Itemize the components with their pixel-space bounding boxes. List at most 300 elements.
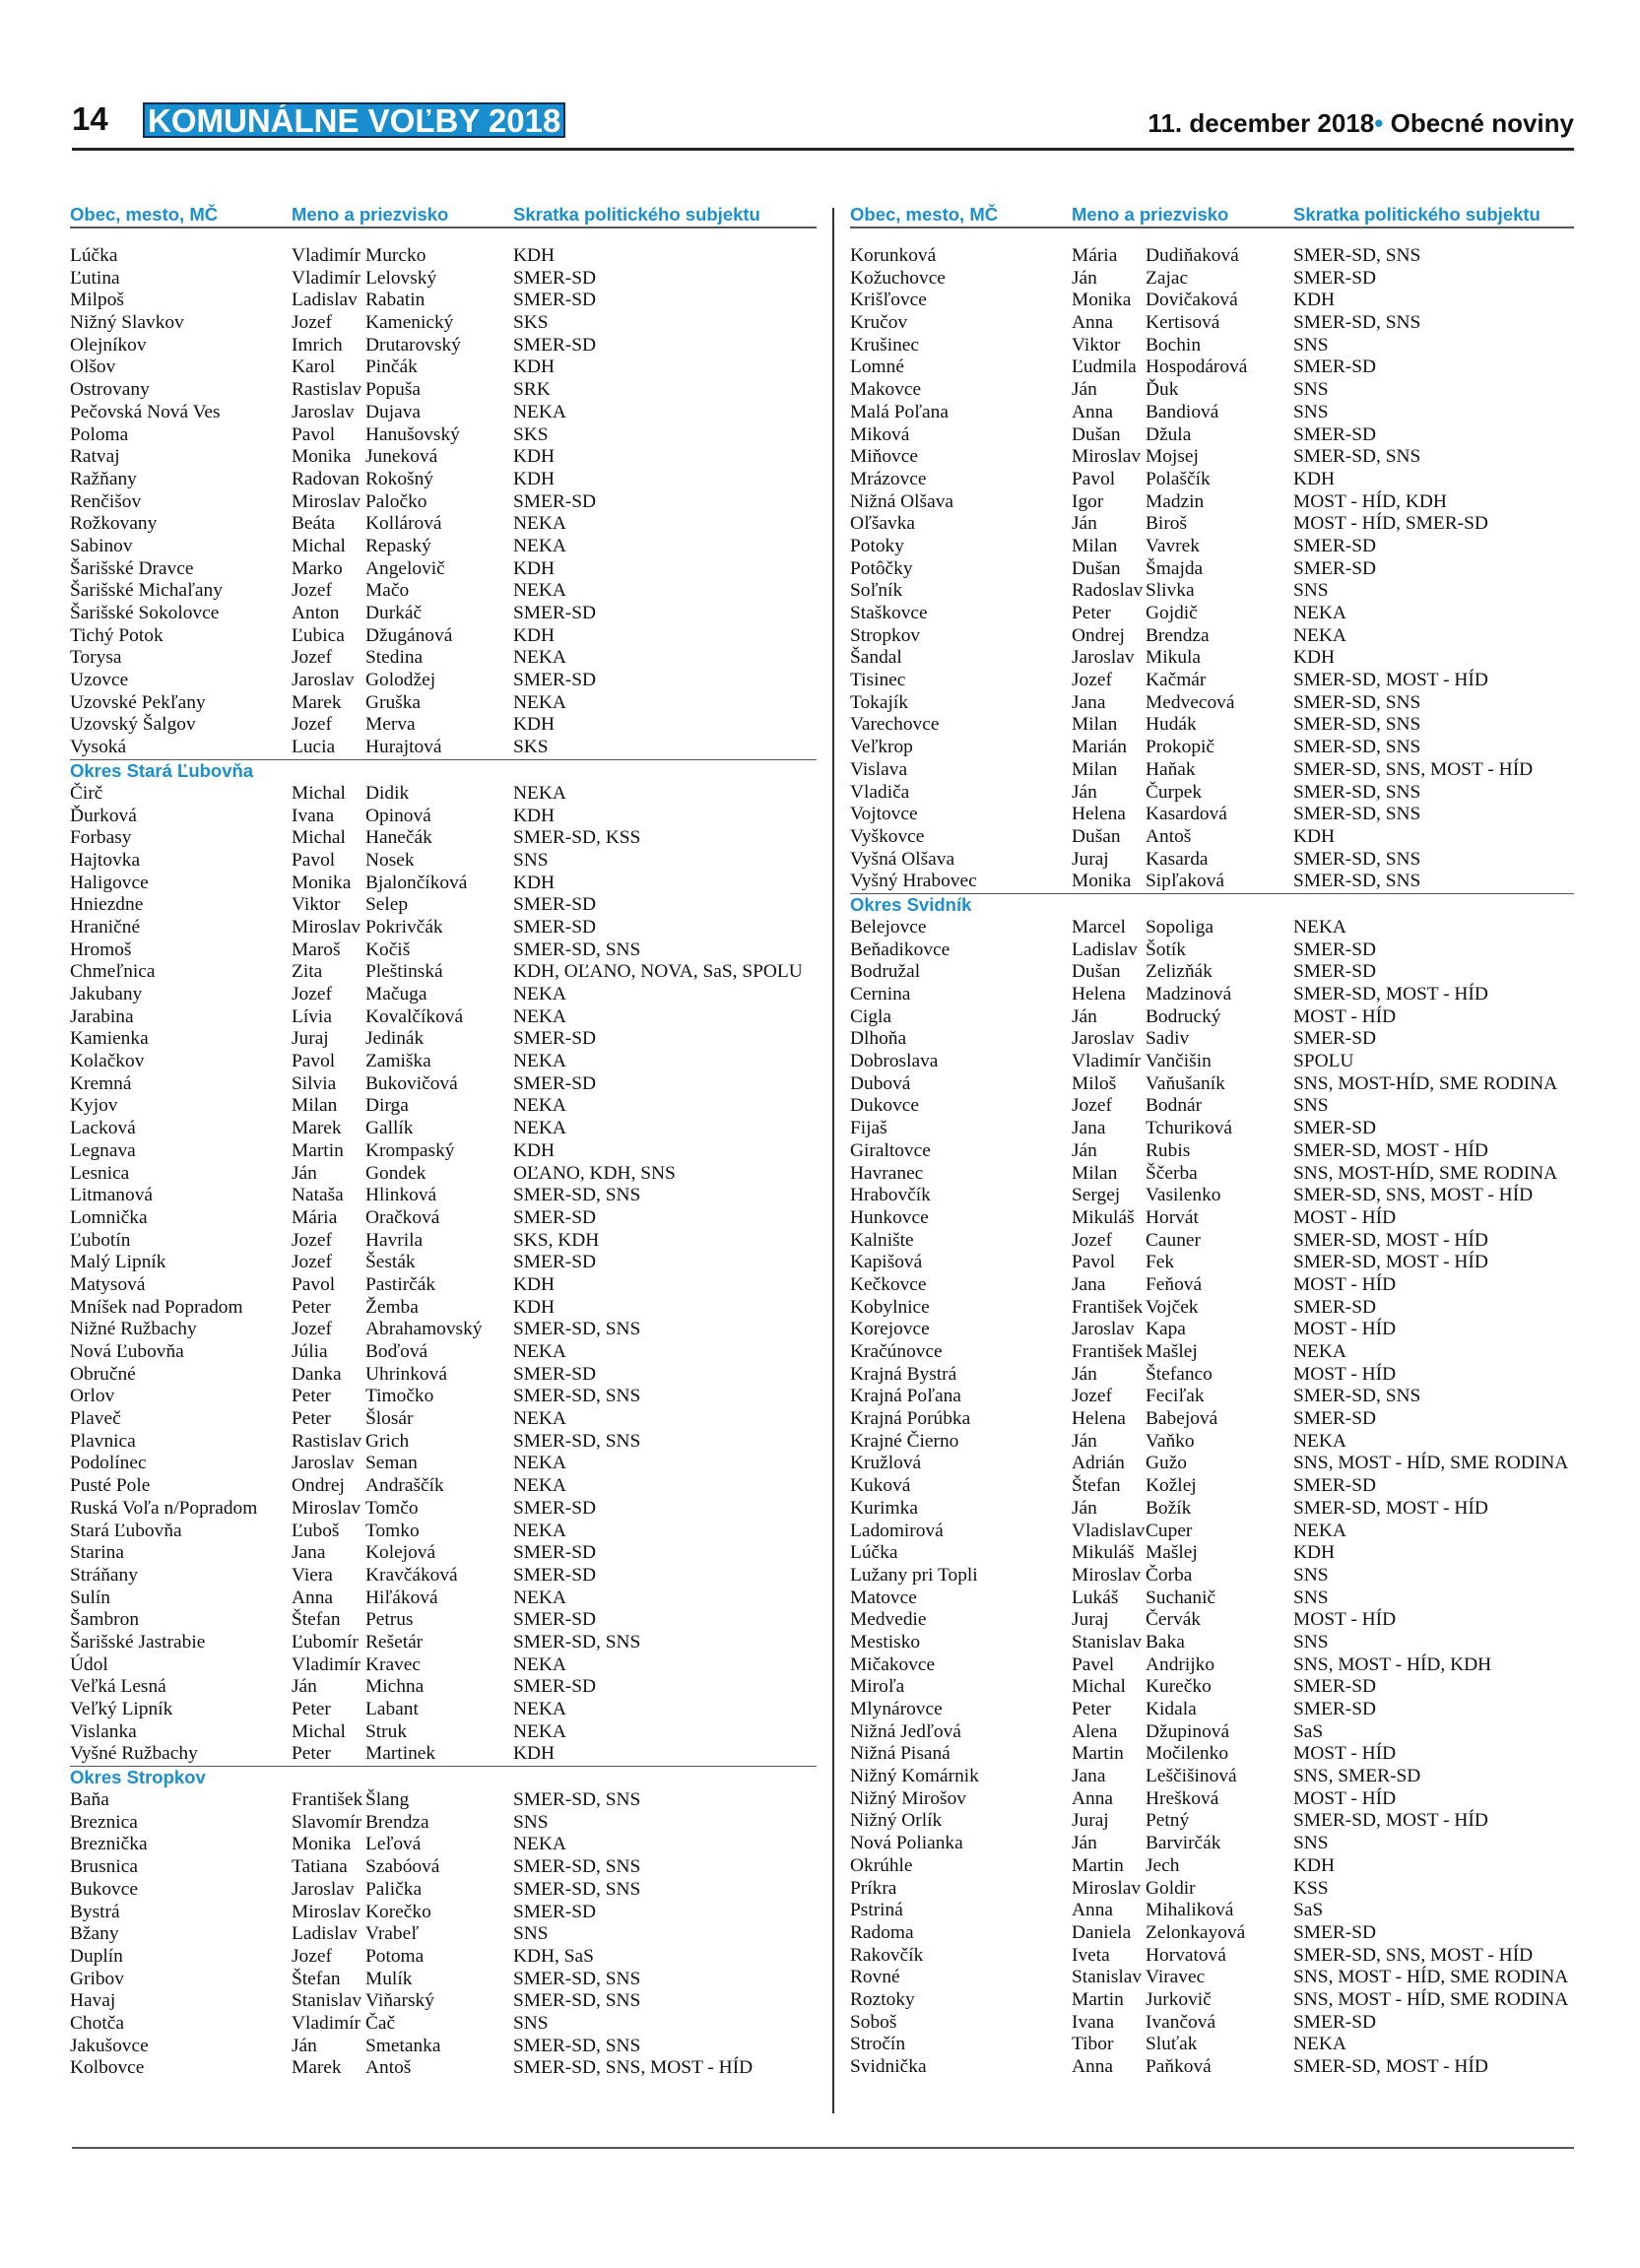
last-name-cell: Bodnár — [1146, 1095, 1203, 1117]
first-name-cell: Ján — [292, 1676, 317, 1698]
table-row — [850, 446, 1574, 469]
municipality-cell: Bukovce — [70, 1878, 138, 1900]
table-row — [70, 1542, 817, 1565]
table-row — [850, 804, 1574, 826]
table-row — [850, 1319, 1574, 1341]
first-name-cell: Vladimír — [292, 267, 361, 289]
last-name-cell: Tchuriková — [1146, 1118, 1233, 1139]
last-name-cell: Feciľak — [1146, 1386, 1205, 1407]
table-row — [850, 1453, 1574, 1475]
municipality-cell: Olšov — [70, 356, 116, 378]
table-row — [850, 1588, 1574, 1610]
first-name-cell: Ladislav — [292, 290, 358, 311]
first-name-cell: Peter — [292, 1386, 331, 1407]
municipality-cell: Medvedie — [850, 1609, 927, 1631]
party-cell: SNS — [513, 1811, 549, 1833]
last-name-cell: Vasilenko — [1146, 1185, 1221, 1206]
table-row — [70, 961, 817, 984]
last-name-cell: Vojček — [1146, 1296, 1199, 1318]
table-row — [850, 1386, 1574, 1408]
table-row — [850, 714, 1574, 737]
first-name-cell: Ján — [292, 2035, 317, 2056]
first-name-cell: Anna — [1072, 2056, 1114, 2077]
last-name-cell: Feňová — [1146, 1273, 1203, 1295]
table-row — [850, 2034, 1574, 2056]
municipality-cell: Forbasy — [70, 827, 132, 849]
page-header — [72, 98, 1574, 151]
municipality-cell: Plaveč — [70, 1408, 121, 1430]
municipality-cell: Kapišová — [850, 1252, 923, 1273]
municipality-cell: Nižná Olšava — [850, 490, 953, 512]
party-cell: KDH — [513, 446, 556, 468]
table-row — [850, 782, 1574, 805]
party-cell: KDH — [513, 1296, 556, 1318]
municipality-cell: Mičakovce — [850, 1653, 936, 1675]
last-name-cell: Oračková — [365, 1206, 440, 1228]
municipality-cell: Milpoš — [70, 290, 124, 311]
first-name-cell: Radoslav — [1072, 580, 1144, 602]
footer-rule — [72, 2147, 1574, 2149]
municipality-cell: Stropkov — [850, 624, 921, 646]
table-row — [70, 1364, 817, 1387]
municipality-cell: Uzovce — [70, 670, 129, 691]
municipality-cell: Vyšný Hrabovec — [850, 871, 977, 892]
first-name-cell: Rastislav — [292, 1430, 362, 1452]
table-row — [850, 1252, 1574, 1274]
first-name-cell: Anna — [292, 1587, 334, 1608]
first-name-cell: Imrich — [292, 334, 343, 356]
last-name-cell: Kertisová — [1146, 312, 1220, 334]
party-cell: SMER-SD — [513, 1363, 597, 1385]
party-cell: SMER-SD — [1293, 2011, 1377, 2033]
first-name-cell: Pavel — [1072, 1653, 1115, 1675]
first-name-cell: Dušan — [1072, 557, 1121, 579]
last-name-cell: Mulík — [365, 1968, 413, 1989]
party-cell: KDH — [1293, 647, 1336, 669]
party-cell: SMER-SD, SNS — [513, 2035, 641, 2056]
last-name-cell: Dudiňaková — [1146, 245, 1239, 266]
table-row — [70, 1812, 817, 1835]
table-row — [70, 670, 817, 692]
first-name-cell: Helena — [1072, 804, 1126, 825]
table-row — [850, 1788, 1574, 1811]
municipality-cell: Krušinec — [850, 334, 919, 356]
first-name-cell: Ľubomír — [292, 1631, 359, 1652]
last-name-cell: Potoma — [365, 1945, 425, 1967]
first-name-cell: Ján — [1072, 1363, 1097, 1385]
municipality-cell: Lesnica — [70, 1162, 130, 1184]
municipality-cell: Ruská Voľa n/Popradom — [70, 1497, 258, 1519]
party-cell: SPOLU — [1293, 1051, 1354, 1072]
first-name-cell: Radovan — [292, 468, 360, 489]
last-name-cell: Kravčáková — [365, 1564, 458, 1586]
party-cell: SMER-SD — [513, 1072, 597, 1094]
table-row — [70, 1743, 817, 1766]
last-name-cell: Vaňko — [1146, 1430, 1195, 1452]
municipality-cell: Šandal — [850, 647, 902, 669]
municipality-cell: Dubová — [850, 1072, 911, 1094]
first-name-cell: Maroš — [292, 939, 341, 960]
municipality-cell: Korunková — [850, 245, 937, 266]
party-cell: NEKA — [1293, 1430, 1346, 1452]
first-name-cell: Anton — [292, 603, 340, 623]
last-name-cell: Tomko — [365, 1520, 420, 1541]
party-cell: KSS — [1293, 1877, 1329, 1899]
party-cell: SMER-SD — [513, 1497, 597, 1519]
party-cell: NEKA — [513, 691, 566, 713]
table-row — [70, 1676, 817, 1699]
party-cell: SMER-SD, SNS — [513, 1990, 641, 2012]
first-name-cell: Jozef — [292, 984, 332, 1004]
party-cell: KDH — [513, 805, 556, 826]
first-name-cell: Stanislav — [292, 1990, 362, 2012]
last-name-cell: Kasarda — [1146, 848, 1209, 870]
table-row — [70, 1185, 817, 1207]
first-name-cell: Jaroslav — [1072, 1319, 1135, 1340]
last-name-cell: Džupinová — [1146, 1720, 1230, 1742]
table-row — [850, 1051, 1574, 1073]
table-row — [850, 1989, 1574, 2012]
table-row — [850, 1341, 1574, 1364]
first-name-cell: Ladislav — [292, 1923, 358, 1945]
party-cell: NEKA — [513, 513, 566, 535]
last-name-cell: Vrabeľ — [365, 1923, 420, 1945]
party-cell: NEKA — [513, 1408, 566, 1430]
municipality-cell: Ľubotín — [70, 1229, 131, 1251]
party-cell: SMER-SD — [1293, 356, 1377, 378]
party-cell: SMER-SD — [1293, 1408, 1377, 1430]
party-cell: KDH, OĽANO, NOVA, SaS, SPOLU — [513, 961, 803, 983]
first-name-cell: Vladislav — [1072, 1520, 1146, 1541]
municipality-cell: Olejníkov — [70, 334, 147, 356]
last-name-cell: Gruška — [365, 691, 422, 713]
party-cell: KDH — [513, 1139, 556, 1161]
municipality-cell: Ostrovany — [70, 379, 150, 401]
last-name-cell: Džula — [1146, 423, 1192, 445]
municipality-cell: Belejovce — [850, 916, 927, 938]
party-cell: SMER-SD, SNS — [1293, 691, 1421, 713]
municipality-cell: Nižný Mirošov — [850, 1787, 966, 1809]
municipality-cell: Stará Ľubovňa — [70, 1520, 182, 1541]
party-cell: NEKA — [513, 1834, 566, 1855]
municipality-cell: Malý Lipník — [70, 1252, 166, 1273]
last-name-cell: Medvecová — [1146, 691, 1235, 713]
municipality-cell: Makovce — [850, 379, 922, 401]
last-name-cell: Biroš — [1146, 513, 1188, 535]
municipality-cell: Tisinec — [850, 670, 906, 691]
last-name-cell: Angelovič — [365, 557, 445, 579]
first-name-cell: Juraj — [292, 1028, 329, 1050]
table-row — [850, 647, 1574, 670]
party-cell: SNS — [1293, 379, 1329, 401]
last-name-cell: Golodžej — [365, 670, 436, 691]
table-row — [850, 1654, 1574, 1677]
table-row — [850, 2012, 1574, 2035]
table-row — [850, 335, 1574, 357]
last-name-cell: Kočiš — [365, 939, 411, 960]
last-name-cell: Smetanka — [365, 2035, 441, 2056]
table-row — [70, 873, 817, 895]
right-rows — [850, 245, 1574, 2079]
municipality-cell: Veľká Lesná — [70, 1676, 166, 1698]
party-cell: SNS, MOST - HÍD, SME RODINA — [1293, 1967, 1569, 1988]
municipality-cell: Podolínec — [70, 1453, 147, 1474]
last-name-cell: Mašlej — [1146, 1341, 1198, 1362]
first-name-cell: Stanislav — [1072, 1967, 1143, 1988]
party-cell: SNS, SMER-SD — [1293, 1766, 1421, 1787]
last-name-cell: Cauner — [1146, 1229, 1201, 1251]
party-cell: NEKA — [513, 1051, 566, 1072]
first-name-cell: Ladislav — [1072, 939, 1138, 960]
last-name-cell: Bandiová — [1146, 401, 1219, 422]
table-row — [70, 1902, 817, 1924]
party-cell: SMER-SD, SNS — [1293, 737, 1421, 758]
last-name-cell: Červák — [1146, 1609, 1201, 1631]
municipality-cell: Haligovce — [70, 872, 149, 893]
table-row — [70, 513, 817, 536]
municipality-cell: Stročín — [850, 2034, 906, 2055]
municipality-cell: Kobylnice — [850, 1296, 930, 1318]
first-name-cell: Michal — [292, 782, 346, 804]
table-row — [850, 1364, 1574, 1387]
table-row — [850, 1521, 1574, 1543]
municipality-cell: Vyšná Olšava — [850, 848, 955, 870]
party-cell: SMER-SD — [1293, 557, 1377, 579]
party-cell: SKS — [513, 312, 549, 334]
table-row — [70, 827, 817, 850]
table-row — [850, 1006, 1574, 1029]
first-name-cell: Slavomír — [292, 1811, 362, 1833]
municipality-cell: Obručné — [70, 1363, 136, 1385]
last-name-cell: Hanušovský — [365, 423, 460, 445]
last-name-cell: Vavrek — [1146, 535, 1200, 556]
last-name-cell: Mojsej — [1146, 446, 1199, 468]
party-cell: MOST - HÍD — [1293, 1273, 1397, 1295]
table-row — [70, 1699, 817, 1721]
municipality-cell: Cigla — [850, 1005, 892, 1027]
table-row — [70, 491, 817, 514]
first-name-cell: Ivana — [1072, 2011, 1115, 2033]
first-name-cell: Daniela — [1072, 1921, 1132, 1943]
header-skratka: Skratka politického subjektu — [513, 204, 760, 225]
party-cell: KDH — [513, 714, 556, 736]
last-name-cell: Brendza — [365, 1811, 429, 1833]
municipality-cell: Kyjov — [70, 1095, 118, 1117]
first-name-cell: Miroslav — [1072, 446, 1142, 468]
party-cell: NEKA — [513, 535, 566, 556]
left-column — [70, 204, 817, 2080]
first-name-cell: Helena — [1072, 1408, 1126, 1430]
party-cell: SMER-SD, SNS — [513, 1856, 641, 1878]
table-header — [70, 204, 817, 228]
table-row — [850, 1743, 1574, 1766]
table-row — [70, 692, 817, 715]
first-name-cell: Jozef — [1072, 1095, 1112, 1117]
first-name-cell: František — [292, 1789, 363, 1811]
municipality-cell: Jarabina — [70, 1005, 134, 1027]
first-name-cell: Ján — [1072, 1139, 1097, 1161]
party-cell: MOST - HÍD — [1293, 1206, 1397, 1228]
last-name-cell: Jurkovič — [1146, 1988, 1212, 2010]
party-cell: KDH — [1293, 1542, 1336, 1564]
party-cell: SMER-SD — [1293, 1296, 1377, 1318]
party-cell: SNS, MOST - HÍD, SME RODINA — [1293, 1988, 1569, 2010]
party-cell: SMER-SD, SNS — [513, 1386, 641, 1407]
first-name-cell: Jozef — [292, 580, 332, 602]
table-row — [70, 1946, 817, 1969]
municipality-cell: Fijaš — [850, 1118, 887, 1139]
municipality-cell: Kremná — [70, 1072, 132, 1094]
table-row — [850, 670, 1574, 692]
municipality-cell: Renčišov — [70, 490, 142, 512]
party-cell: SMER-SD, SNS — [513, 939, 641, 960]
municipality-cell: Radoma — [850, 1921, 914, 1943]
municipality-cell: Veľký Lipník — [70, 1699, 173, 1719]
first-name-cell: Danka — [292, 1363, 342, 1385]
party-cell: SMER-SD, SNS — [513, 1319, 641, 1340]
first-name-cell: Michal — [292, 1720, 346, 1742]
table-row — [70, 536, 817, 558]
municipality-cell: Miroľa — [850, 1676, 905, 1698]
first-name-cell: Karol — [292, 356, 336, 378]
table-row — [850, 1922, 1574, 1945]
first-name-cell: Jaroslav — [292, 1878, 355, 1900]
table-row — [70, 379, 817, 402]
table-row — [850, 1632, 1574, 1654]
table-row — [850, 917, 1574, 940]
party-cell: NEKA — [513, 1118, 566, 1139]
party-cell: SMER-SD — [513, 894, 597, 916]
first-name-cell: Jozef — [292, 714, 332, 736]
party-cell: KDH — [513, 624, 556, 646]
party-cell: NEKA — [1293, 916, 1346, 938]
party-cell: KDH — [1293, 468, 1336, 489]
first-name-cell: Iveta — [1072, 1944, 1110, 1966]
municipality-cell: Uzovské Pekľany — [70, 691, 206, 713]
party-cell: NEKA — [513, 1341, 566, 1362]
first-name-cell: Monika — [292, 446, 352, 468]
table-row — [850, 1028, 1574, 1051]
section-title: KOMUNÁLNE VOĽBY 2018 — [143, 102, 565, 138]
municipality-cell: Sulín — [70, 1587, 110, 1608]
last-name-cell: Barvirčák — [1146, 1833, 1221, 1854]
table-row — [850, 1833, 1574, 1855]
first-name-cell: Vladimír — [292, 245, 361, 266]
municipality-cell: Miňovce — [850, 446, 918, 468]
party-cell: SMER-SD, SNS — [1293, 848, 1421, 870]
last-name-cell: Petný — [1146, 1810, 1190, 1832]
last-name-cell: Opinová — [365, 805, 431, 826]
party-cell: SRK — [513, 379, 551, 401]
last-name-cell: Gondek — [365, 1162, 426, 1184]
party-cell: SMER-SD, MOST - HÍD — [1293, 670, 1488, 691]
first-name-cell: Jana — [1072, 1118, 1106, 1139]
party-cell: SNS — [1293, 580, 1329, 602]
municipality-cell: Dukovce — [850, 1095, 919, 1117]
municipality-cell: Vladiča — [850, 781, 910, 803]
municipality-cell: Rožkovany — [70, 513, 158, 535]
first-name-cell: Rastislav — [292, 379, 362, 401]
last-name-cell: Krompaský — [365, 1139, 455, 1161]
party-cell: NEKA — [1293, 2034, 1346, 2055]
party-cell: MOST - HÍD — [1293, 1005, 1397, 1027]
table-row — [70, 1453, 817, 1475]
party-cell: SNS, MOST-HÍD, SME RODINA — [1293, 1072, 1558, 1094]
table-row — [70, 1475, 817, 1498]
first-name-cell: Ján — [1072, 267, 1097, 289]
first-name-cell: Jana — [1072, 1766, 1106, 1787]
last-name-cell: Sipľaková — [1146, 871, 1225, 892]
party-cell: KDH — [1293, 290, 1336, 311]
last-name-cell: Pastirčák — [365, 1273, 436, 1295]
first-name-cell: Marek — [292, 2057, 342, 2079]
last-name-cell: Polaščík — [1146, 468, 1211, 489]
table-row — [70, 2036, 817, 2058]
table-row — [70, 625, 817, 648]
municipality-cell: Matovce — [850, 1587, 917, 1608]
last-name-cell: Leščišinová — [1146, 1766, 1237, 1787]
first-name-cell: Anna — [1072, 401, 1114, 422]
party-cell: NEKA — [1293, 603, 1346, 623]
municipality-cell: Nižná Jedľová — [850, 1720, 961, 1742]
first-name-cell: Peter — [1072, 1699, 1111, 1719]
last-name-cell: Didik — [365, 782, 410, 804]
municipality-cell: Kružlová — [850, 1453, 922, 1474]
party-cell: SNS — [513, 1923, 549, 1945]
first-name-cell: Martin — [292, 1139, 344, 1161]
table-row — [850, 1721, 1574, 1744]
party-cell: SMER-SD, SNS — [513, 1430, 641, 1452]
municipality-cell: Malá Poľana — [850, 401, 949, 422]
table-row — [70, 1230, 817, 1253]
last-name-cell: Kurečko — [1146, 1676, 1212, 1698]
party-cell: SMER-SD — [1293, 1028, 1377, 1050]
party-cell: NEKA — [513, 1095, 566, 1117]
first-name-cell: Lucia — [292, 737, 336, 758]
party-cell: MOST - HÍD — [1293, 1609, 1397, 1631]
table-row — [70, 1856, 817, 1879]
table-row — [850, 1609, 1574, 1632]
last-name-cell: Pinčák — [365, 356, 418, 378]
last-name-cell: Durkáč — [365, 603, 423, 623]
last-name-cell: Suchanič — [1146, 1587, 1216, 1608]
table-row — [70, 1834, 817, 1856]
municipality-cell: Šambron — [70, 1609, 140, 1631]
last-name-cell: Rešetár — [365, 1631, 424, 1652]
first-name-cell: František — [1072, 1341, 1144, 1362]
party-cell: MOST - HÍD — [1293, 1319, 1397, 1340]
party-cell: SMER-SD — [513, 1206, 597, 1228]
last-name-cell: Kidala — [1146, 1699, 1197, 1719]
party-cell: SMER-SD — [513, 1542, 597, 1564]
party-cell: SMER-SD, SNS, MOST - HÍD — [1293, 758, 1534, 780]
municipality-cell: Hromoš — [70, 939, 132, 960]
party-cell: NEKA — [513, 1005, 566, 1027]
party-cell: SMER-SD, SNS — [513, 1968, 641, 1989]
first-name-cell: Silvia — [292, 1072, 337, 1094]
party-cell: SMER-SD, MOST - HÍD — [1293, 984, 1488, 1004]
last-name-cell: Paločko — [365, 490, 427, 512]
left-rows — [70, 245, 817, 2080]
table-row — [850, 1140, 1574, 1163]
party-cell: SMER-SD — [1293, 961, 1377, 983]
first-name-cell: Sergej — [1072, 1185, 1121, 1206]
first-name-cell: Ľubica — [292, 624, 345, 646]
party-cell: SMER-SD, MOST - HÍD — [1293, 1229, 1488, 1251]
table-row — [850, 1163, 1574, 1186]
municipality-cell: Vyšné Ružbachy — [70, 1743, 198, 1765]
table-row — [70, 1095, 817, 1118]
